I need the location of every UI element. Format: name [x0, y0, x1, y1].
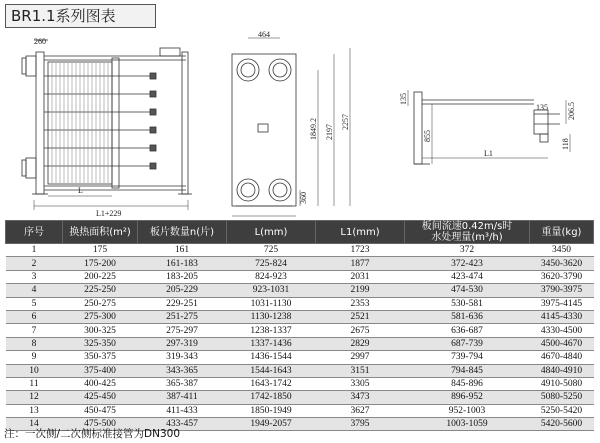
dim-front-260: 260 [34, 37, 46, 46]
dim-plan-855: 855 [423, 130, 432, 142]
table-cell: 2997 [316, 351, 405, 364]
table-cell: 2353 [316, 297, 405, 310]
table-cell: 8 [6, 337, 63, 350]
table-cell: 161-183 [138, 257, 227, 270]
table-cell: 425-450 [63, 391, 138, 404]
table-cell: 411-433 [138, 404, 227, 417]
col-header-index: 序号 [6, 221, 63, 244]
table-cell: 325-350 [63, 337, 138, 350]
table-cell: 1643-1742 [227, 377, 316, 390]
table-cell: 372 [405, 244, 530, 257]
table-row [6, 297, 594, 310]
col-header-weight: 重量(kg) [530, 221, 594, 244]
table-cell: 3151 [316, 364, 405, 377]
table-row [6, 404, 594, 417]
drawing-canvas [0, 30, 600, 220]
table-cell: 12 [6, 391, 63, 404]
table-cell: 5420-5600 [530, 418, 594, 431]
table-cell: 250-275 [63, 297, 138, 310]
front-view-drawing [22, 40, 192, 210]
table-cell: 5080-5250 [530, 391, 594, 404]
table-cell: 3305 [316, 377, 405, 390]
table-cell: 9 [6, 351, 63, 364]
table-cell: 725-824 [227, 257, 316, 270]
table-cell: 183-205 [138, 270, 227, 283]
table-cell: 2 [6, 257, 63, 270]
dim-plan-118: 118 [561, 138, 570, 150]
footnote: 注：一次侧/二次侧标准接管为DN300 [4, 428, 181, 440]
table-cell: 4145-4330 [530, 310, 594, 323]
dim-plan-206: 206.5 [567, 102, 576, 120]
table-cell: 3620-3790 [530, 270, 594, 283]
table-cell: 2675 [316, 324, 405, 337]
table-cell: 175 [63, 244, 138, 257]
table-cell: 1742-1850 [227, 391, 316, 404]
table-cell: 251-275 [138, 310, 227, 323]
table-cell: 2829 [316, 337, 405, 350]
table-row [6, 310, 594, 323]
table-row [6, 337, 594, 350]
table-cell: 200-225 [63, 270, 138, 283]
table-cell: 4910-5080 [530, 377, 594, 390]
table-row [6, 244, 594, 257]
series-title: BR1.1系列图表 [5, 4, 156, 28]
table-cell: 845-896 [405, 377, 530, 390]
table-cell: 205-229 [138, 284, 227, 297]
table-cell: 343-365 [138, 364, 227, 377]
table-cell: 161 [138, 244, 227, 257]
table-cell: 387-411 [138, 391, 227, 404]
dim-plan-135a: 135 [399, 93, 408, 105]
table-row [6, 257, 594, 270]
col-header-flow: 板间流速0.42m/s时 水处理量(m³/h) [405, 221, 530, 244]
technical-drawings [0, 30, 600, 220]
table-cell: 297-319 [138, 337, 227, 350]
table-cell: 530-581 [405, 297, 530, 310]
table-cell: 2521 [316, 310, 405, 323]
table-cell: 365-387 [138, 377, 227, 390]
plate-pack-lines [52, 63, 108, 183]
dim-front-L: L [78, 186, 83, 195]
dim-front-L1-229: L1+229 [96, 209, 122, 218]
table-cell: 4 [6, 284, 63, 297]
table-cell: 350-375 [63, 351, 138, 364]
table-cell: 725 [227, 244, 316, 257]
table-cell: 300-325 [63, 324, 138, 337]
table-cell: 3627 [316, 404, 405, 417]
table-cell: 794-845 [405, 364, 530, 377]
table-cell: 923-1031 [227, 284, 316, 297]
table-cell: 1003-1059 [405, 418, 530, 431]
table-cell: 1949-2057 [227, 418, 316, 431]
table-cell: 581-636 [405, 310, 530, 323]
table-row [6, 377, 594, 390]
table-cell: 5 [6, 297, 63, 310]
table-cell: 175-200 [63, 257, 138, 270]
table-cell: 225-250 [63, 284, 138, 297]
col-header-area: 换热面积(m²) [63, 221, 138, 244]
col-header-L1: L1(mm) [316, 221, 405, 244]
table-cell: 824-923 [227, 270, 316, 283]
table-cell: 275-297 [138, 324, 227, 337]
table-cell: 7 [6, 324, 63, 337]
table-cell: 1723 [316, 244, 405, 257]
dim-plan-135b: 135 [536, 103, 548, 112]
dim-side-2197: 2197 [325, 124, 334, 140]
dim-side-464: 464 [258, 30, 270, 39]
table-cell: 10 [6, 364, 63, 377]
table-row [6, 351, 594, 364]
table-cell: 1850-1949 [227, 404, 316, 417]
table-cell: 1130-1238 [227, 310, 316, 323]
table-cell: 2199 [316, 284, 405, 297]
table-row [6, 270, 594, 283]
table-cell: 1031-1130 [227, 297, 316, 310]
table-cell: 4500-4670 [530, 337, 594, 350]
table-cell: 423-474 [405, 270, 530, 283]
table-cell: 3 [6, 270, 63, 283]
dim-side-360: 360 [299, 192, 308, 204]
table-cell: 13 [6, 404, 63, 417]
table-cell: 229-251 [138, 297, 227, 310]
table-cell: 1337-1436 [227, 337, 316, 350]
table-cell: 450-475 [63, 404, 138, 417]
table-cell: 3450-3620 [530, 257, 594, 270]
table-cell: 3450 [530, 244, 594, 257]
table-cell: 4330-4500 [530, 324, 594, 337]
table-cell: 3975-4145 [530, 297, 594, 310]
table-cell: 3790-3975 [530, 284, 594, 297]
table-cell: 2031 [316, 270, 405, 283]
dim-plan-L1: L1 [484, 149, 493, 158]
dim-side-2257: 2257 [341, 114, 350, 130]
table-row [6, 391, 594, 404]
spec-table [5, 220, 594, 431]
col-header-plates: 板片数量n(片) [138, 221, 227, 244]
table-cell: 474-530 [405, 284, 530, 297]
table-cell: 372-423 [405, 257, 530, 270]
spec-table-header-row [6, 221, 594, 244]
table-cell: 1 [6, 244, 63, 257]
table-cell: 4840-4910 [530, 364, 594, 377]
table-cell: 3473 [316, 391, 405, 404]
table-cell: 433-457 [138, 418, 227, 431]
dim-side-1849: 1849.2 [309, 118, 318, 140]
table-cell: 1436-1544 [227, 351, 316, 364]
table-cell: 896-952 [405, 391, 530, 404]
table-row [6, 284, 594, 297]
table-cell: 636-687 [405, 324, 530, 337]
table-cell: 687-739 [405, 337, 530, 350]
table-cell: 3795 [316, 418, 405, 431]
table-cell: 739-794 [405, 351, 530, 364]
table-cell: 1877 [316, 257, 405, 270]
table-cell: 4670-4840 [530, 351, 594, 364]
table-row [6, 364, 594, 377]
table-cell: 375-400 [63, 364, 138, 377]
table-cell: 11 [6, 377, 63, 390]
table-cell: 1238-1337 [227, 324, 316, 337]
table-cell: 5250-5420 [530, 404, 594, 417]
table-row [6, 324, 594, 337]
col-header-L: L(mm) [227, 221, 316, 244]
table-cell: 1544-1643 [227, 364, 316, 377]
table-cell: 319-343 [138, 351, 227, 364]
table-cell: 952-1003 [405, 404, 530, 417]
table-cell: 14 [6, 418, 63, 431]
table-cell: 475-500 [63, 418, 138, 431]
spec-table-body [6, 244, 594, 431]
table-cell: 6 [6, 310, 63, 323]
table-cell: 275-300 [63, 310, 138, 323]
table-cell: 400-425 [63, 377, 138, 390]
